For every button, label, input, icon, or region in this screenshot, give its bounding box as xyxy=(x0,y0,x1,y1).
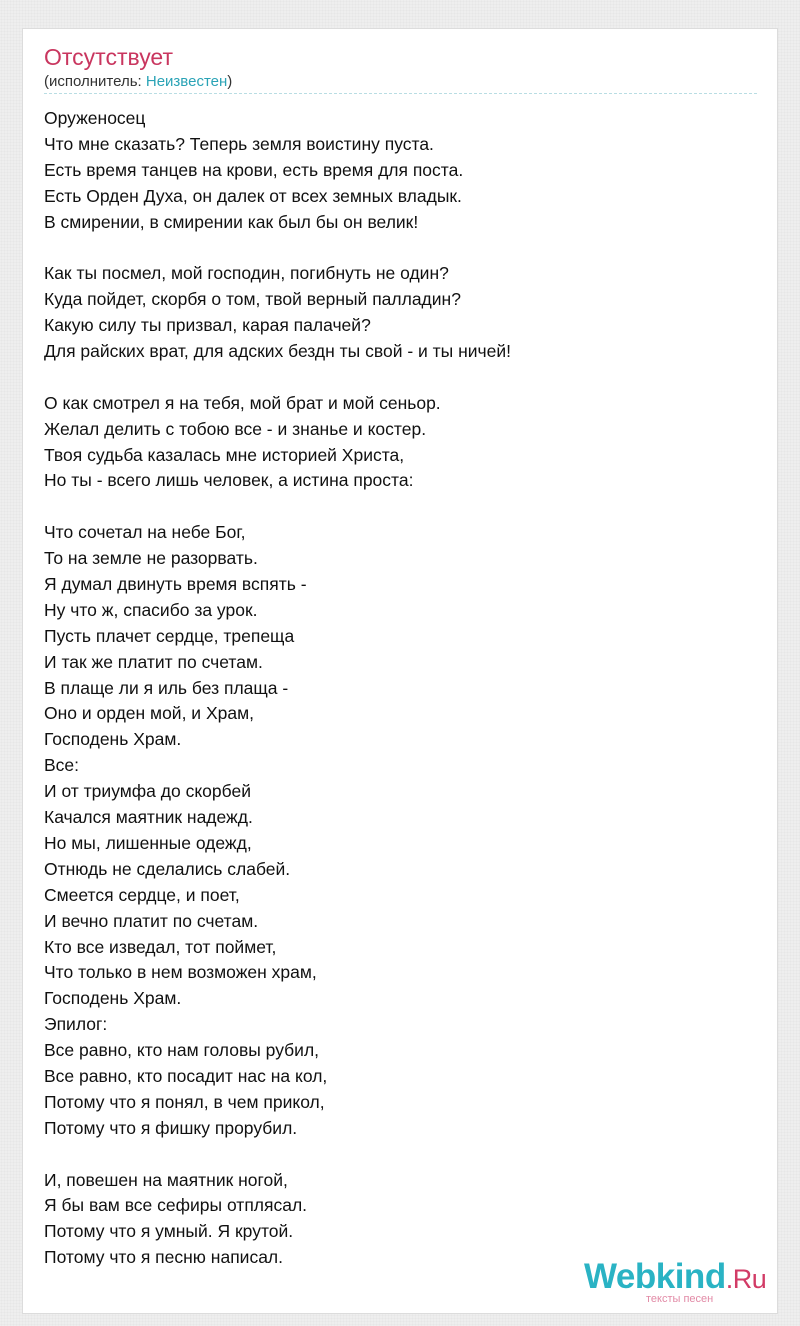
lyric-line: Качался маятник надежд. xyxy=(44,807,253,828)
lyric-line: И вечно платит по счетам. xyxy=(44,910,259,931)
lyric-line: Потому что я песню написал. xyxy=(44,1247,284,1268)
lyric-line: Потому что я умный. Я крутой. xyxy=(44,1221,294,1242)
lyric-line: Кто все изведал, тот поймет, xyxy=(44,936,277,957)
lyric-line: Оруженосец xyxy=(44,108,146,128)
lyric-line: Ну что ж, спасибо за урок. xyxy=(44,599,258,620)
lyric-line: Что только в нем возможен храм, xyxy=(44,962,317,983)
lyric-line: И от триумфа до скорбей xyxy=(44,781,251,802)
stanza-break xyxy=(44,235,754,261)
lyric-line: Для райских врат, для адских бездн ты свой - и ты ничей! xyxy=(44,341,512,362)
lyric-line: Пусть плачет сердце, трепеща xyxy=(44,625,295,646)
lyric-line: В плаще ли я иль без плаща - xyxy=(44,677,289,698)
lyric-line: Все равно, кто посадит нас на кол, xyxy=(44,1065,328,1086)
logo-tagline: тексты песен xyxy=(646,1293,714,1305)
artist-prefix: (исполнитель: xyxy=(44,73,146,90)
lyric-line: Я бы вам все сефиры отплясал. xyxy=(44,1195,308,1216)
lyric-line: Оно и орден мой, и Храм, xyxy=(44,703,254,724)
artist-suffix: ) xyxy=(227,73,233,90)
lyric-line: Все равно, кто нам головы рубил, xyxy=(44,1040,320,1061)
stanza-break xyxy=(44,1142,754,1168)
lyric-line: Желал делить с тобою все - и знанье и костер. xyxy=(44,418,427,439)
lyric-line: Что сочетал на небе Бог, xyxy=(44,522,246,543)
lyric-line: И, повешен на маятник ногой, xyxy=(44,1169,288,1190)
lyric-line: О как смотрел я на тебя, мой брат и мой сеньор. xyxy=(44,392,441,413)
lyric-line: Господень Храм. xyxy=(44,988,182,1009)
artist-line xyxy=(44,73,232,91)
lyric-line: Смеется сердце, и поет, xyxy=(44,884,240,905)
lyric-line: И так же платит по счетам. xyxy=(44,651,263,672)
lyric-line: Есть Орден Духа, он далек от всех земных владык. xyxy=(44,185,462,206)
lyric-line: Господень Храм. xyxy=(44,729,182,750)
lyrics-card xyxy=(22,28,778,1314)
stanza-break xyxy=(44,494,754,520)
lyric-line: Я думал двинуть время вспять - xyxy=(44,574,307,595)
stanza-break xyxy=(44,365,754,391)
logo-tld: .Ru xyxy=(725,1264,767,1294)
logo-main: Webkind xyxy=(584,1257,726,1296)
lyric-line: Эпилог: xyxy=(44,1014,108,1035)
divider xyxy=(44,93,757,94)
lyric-line: Что мне сказать? Теперь земля воистину пуста. xyxy=(44,133,434,154)
lyric-line: Какую силу ты призвал, карая палачей? xyxy=(44,315,371,336)
lyric-line: В смирении, в смирении как был бы он велик! xyxy=(44,211,419,232)
song-title: Отсутствует xyxy=(44,44,173,70)
lyric-line: Твоя судьба казалась мне историей Христа, xyxy=(44,444,405,465)
lyric-line: Как ты посмел, мой господин, погибнуть не один? xyxy=(44,263,449,284)
lyric-line: Потому что я фишку прорубил. xyxy=(44,1117,298,1138)
lyric-line: Но мы, лишенные одежд, xyxy=(44,832,252,853)
lyric-line: Все: xyxy=(44,755,80,776)
lyric-line: Потому что я понял, в чем прикол, xyxy=(44,1091,325,1112)
webkind-logo[interactable] xyxy=(584,1257,780,1307)
lyric-line: Куда пойдет, скорбя о том, твой верный палладин? xyxy=(44,289,461,310)
lyric-line: Есть время танцев на крови, есть время для поста. xyxy=(44,159,464,180)
lyric-line: Отнюдь не сделались слабей. xyxy=(44,858,291,879)
artist-link[interactable]: Неизвестен xyxy=(145,73,228,90)
lyric-line: Но ты - всего лишь человек, а истина проста: xyxy=(44,470,414,491)
lyrics-text xyxy=(44,106,754,1271)
lyric-line: То на земле не разорвать. xyxy=(44,548,258,569)
